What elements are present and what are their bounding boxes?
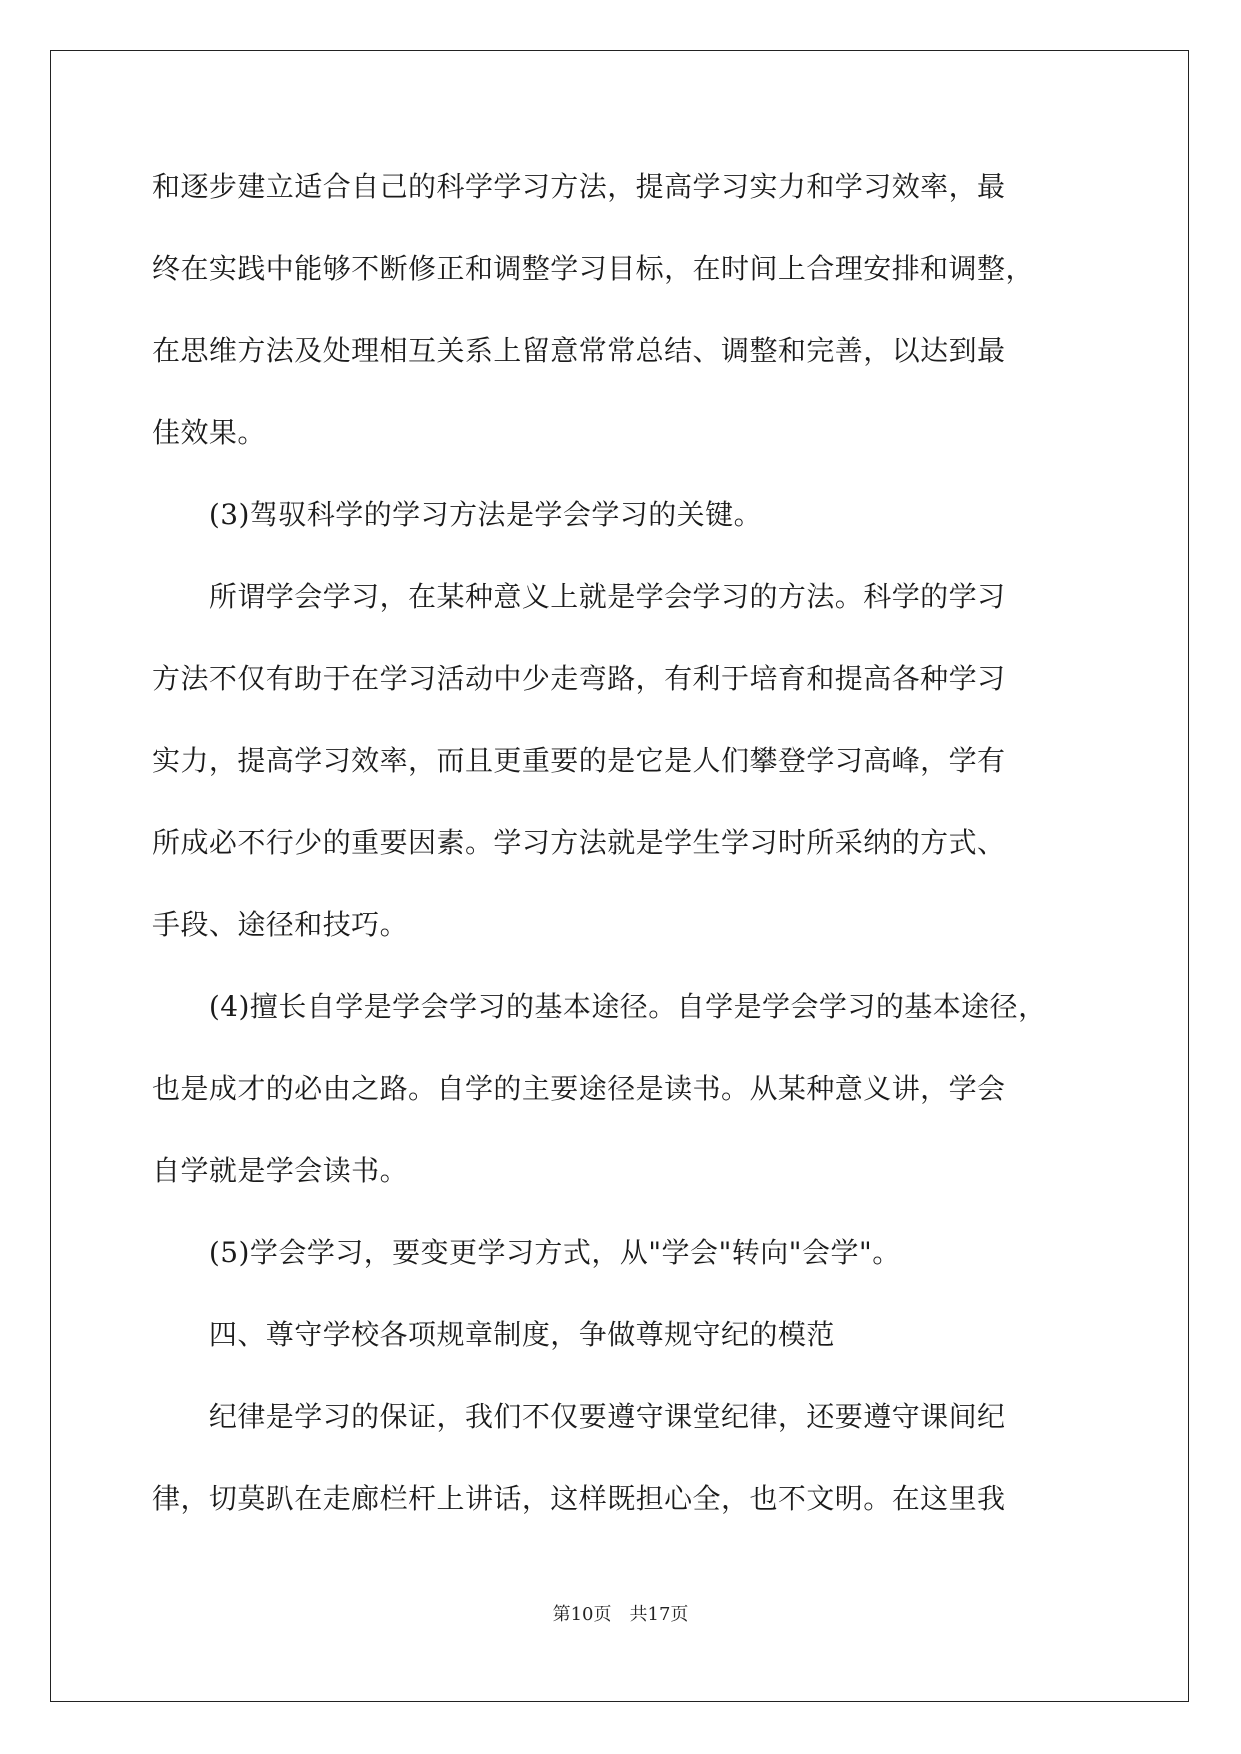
text-line: (5)学会学习，要变更学习方式，从"学会"转向"会学"。: [152, 1236, 901, 1269]
text-line: 方法不仅有助于在学习活动中少走弯路，有利于培育和提高各种学习: [152, 662, 1006, 695]
text-line: 四、尊守学校各项规章制度，争做尊规守纪的模范: [152, 1318, 835, 1351]
document-body: [152, 163, 1092, 1557]
page-number-footer: 第10页 共17页: [552, 1604, 689, 1625]
text-line: 纪律是学习的保证，我们不仅要遵守课堂纪律，还要遵守课间纪: [152, 1400, 1006, 1433]
text-line: (4)擅长自学是学会学习的基本途径。自学是学会学习的基本途径，: [152, 990, 1047, 1023]
text-line: (3)驾驭科学的学习方法是学会学习的关键。: [152, 498, 763, 531]
text-line: 在思维方法及处理相互关系上留意常常总结、调整和完善，以达到最: [152, 334, 1006, 367]
text-line: 和逐步建立适合自己的科学学习方法，提高学习实力和学习效率，最: [152, 170, 1006, 203]
text-line: 律，切莫趴在走廊栏杆上讲话，这样既担心全，也不文明。在这里我: [152, 1482, 1006, 1515]
text-line: 也是成才的必由之路。自学的主要途径是读书。从某种意义讲，学会: [152, 1072, 1006, 1105]
text-line: 所成必不行少的重要因素。学习方法就是学生学习时所采纳的方式、: [152, 826, 1006, 859]
text-line: 所谓学会学习，在某种意义上就是学会学习的方法。科学的学习: [152, 580, 1006, 613]
text-line: 终在实践中能够不断修正和调整学习目标，在时间上合理安排和调整，: [152, 252, 1034, 285]
text-line: 自学就是学会读书。: [152, 1154, 409, 1187]
text-line: 手段、途径和技巧。: [152, 908, 409, 941]
text-line: 实力，提高学习效率，而且更重要的是它是人们攀登学习高峰，学有: [152, 744, 1006, 777]
text-line: 佳效果。: [152, 416, 266, 449]
